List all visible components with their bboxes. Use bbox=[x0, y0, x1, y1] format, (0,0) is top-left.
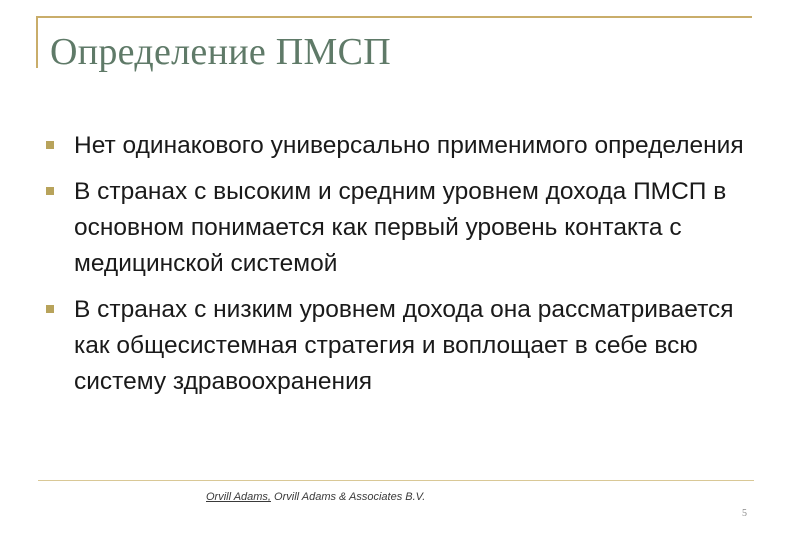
bullet-list bbox=[44, 128, 754, 410]
top-rule bbox=[36, 16, 752, 18]
square-bullet-icon bbox=[46, 187, 54, 195]
page-number: 5 bbox=[742, 508, 747, 519]
bullet-text: Нет одинакового универсально применимого определения bbox=[74, 132, 744, 159]
square-bullet-icon bbox=[46, 141, 54, 149]
footer-author: Orvill Adams, bbox=[206, 491, 271, 503]
footer-organization: Orvill Adams & Associates B.V. bbox=[271, 491, 426, 503]
footer-credit bbox=[206, 491, 425, 503]
bullet-item bbox=[44, 174, 754, 282]
bullet-item bbox=[44, 292, 754, 400]
square-bullet-icon bbox=[46, 305, 54, 313]
bottom-rule bbox=[38, 480, 754, 481]
bullet-item bbox=[44, 128, 754, 164]
bullet-text: В странах с высоким и средним уровнем дохода ПМСП в основном понимается как первый уровень контакта с медицинской системой bbox=[74, 178, 727, 277]
bullet-text: В странах с низким уровнем дохода она рассматривается как общесистемная стратегия и воплощает в себе всю систему здравоохранения bbox=[74, 296, 734, 395]
slide-title: Определение ПМСП bbox=[50, 31, 392, 73]
left-rule bbox=[36, 16, 38, 68]
